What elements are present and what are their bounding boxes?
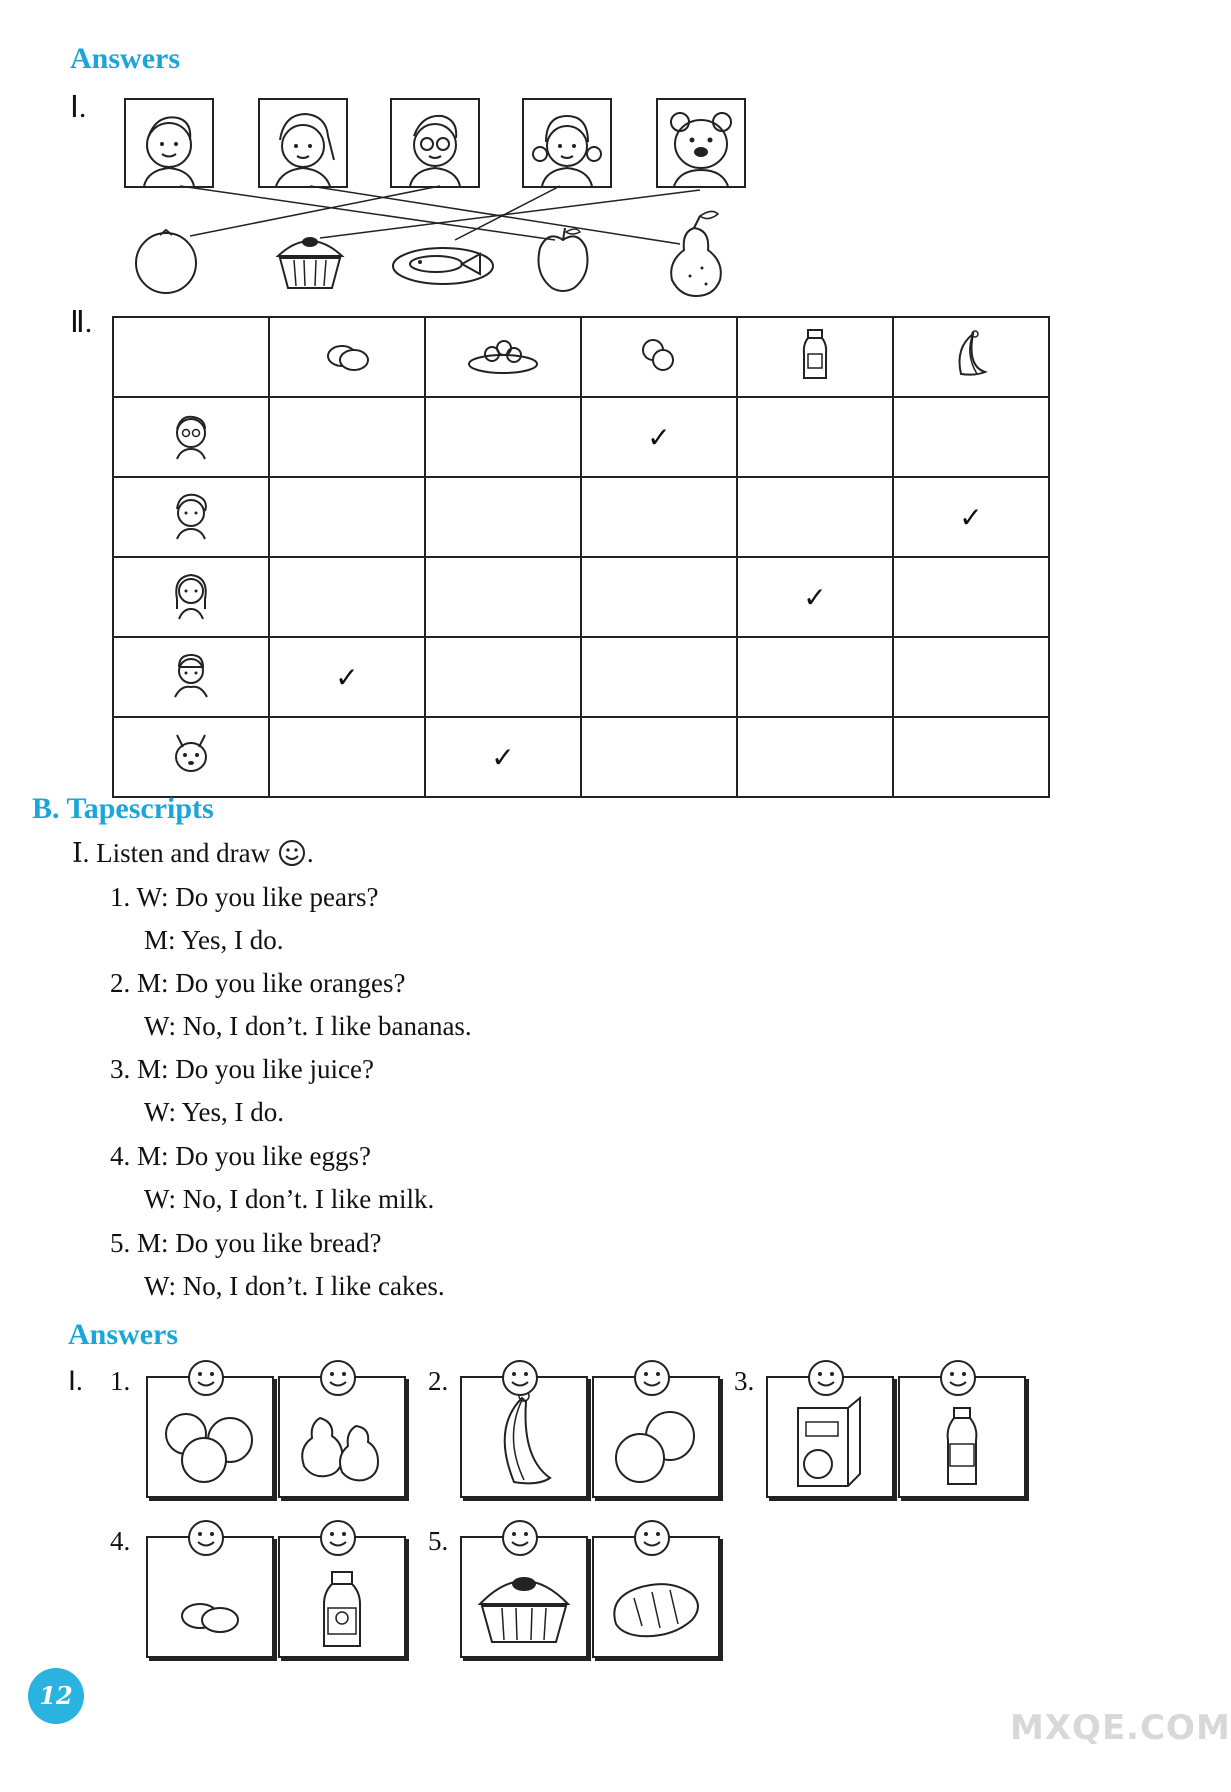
dialogue-2: 2. M: Do you like oranges? W: No, I don’t. I like bananas. <box>110 968 472 1041</box>
dialogue-number: 5. <box>110 1228 131 1258</box>
instruction-end: . <box>306 838 314 868</box>
part-1-label: Ⅰ. <box>70 91 87 124</box>
column-milk <box>737 317 893 397</box>
smiley-icon <box>186 1518 226 1558</box>
row-girl-bangs <box>113 637 269 717</box>
cell <box>425 397 581 477</box>
speaker: M <box>137 1054 162 1084</box>
speaker: W <box>144 1271 169 1301</box>
squirrel-icon <box>169 729 213 779</box>
column-fruit-plate <box>425 317 581 397</box>
smiley-icon <box>500 1518 540 1558</box>
row-boy-curly <box>113 477 269 557</box>
group-number: 4. <box>110 1526 131 1556</box>
dialogue-number: 3. <box>110 1054 131 1084</box>
preference-table <box>112 316 1050 798</box>
utterance: Do you like oranges? <box>175 968 406 998</box>
answers-heading: Answers <box>70 42 180 75</box>
match-line <box>310 186 680 244</box>
cell <box>269 477 425 557</box>
tapescripts-heading: B. Tapescripts <box>32 792 214 825</box>
row-squirrel <box>113 717 269 797</box>
cell <box>737 717 893 797</box>
apple-icon <box>532 224 594 296</box>
cell <box>893 717 1049 797</box>
cell <box>581 477 737 557</box>
smiley-icon <box>632 1518 672 1558</box>
speaker: W <box>136 882 161 912</box>
pear-icon <box>660 206 732 298</box>
utterance: Do you like eggs? <box>175 1141 371 1171</box>
group-number: 1. <box>110 1366 131 1396</box>
table-row <box>113 397 1049 477</box>
orange-icon <box>128 226 204 296</box>
cell <box>425 637 581 717</box>
table-row <box>113 637 1049 717</box>
eggs-icon <box>322 336 372 372</box>
dialogue-4: 4. M: Do you like eggs? W: No, I don’t. I like milk. <box>110 1141 435 1214</box>
group-number: 5. <box>428 1526 449 1556</box>
milk-bottle-icon <box>800 326 830 382</box>
check-mark: ✓ <box>269 637 425 717</box>
cell <box>425 557 581 637</box>
cell <box>269 557 425 637</box>
speaker: W <box>144 1184 169 1214</box>
cell <box>425 477 581 557</box>
check-mark: ✓ <box>893 477 1049 557</box>
check-mark: ✓ <box>425 717 581 797</box>
smiley-icon <box>186 1358 226 1398</box>
dialogue-1: 1. W: Do you like pears? M: Yes, I do. <box>110 882 379 955</box>
speaker: M <box>137 968 162 998</box>
utterance: Do you like juice? <box>175 1054 374 1084</box>
check-mark: ✓ <box>737 557 893 637</box>
column-eggs <box>269 317 425 397</box>
check-mark: ✓ <box>581 397 737 477</box>
group-number: 3. <box>734 1366 755 1396</box>
part-2-label: Ⅱ. <box>70 306 93 339</box>
row-girl-long-hair <box>113 557 269 637</box>
dialogue-number: 2. <box>110 968 131 998</box>
smiley-icon <box>938 1358 978 1398</box>
table-header-row <box>113 317 1049 397</box>
boy-curly-icon <box>169 489 213 539</box>
smiley-icon <box>318 1358 358 1398</box>
speaker: M <box>137 1228 162 1258</box>
cake-icon <box>272 230 348 294</box>
utterance: Do you like bread? <box>175 1228 382 1258</box>
smiley-icon <box>277 838 307 868</box>
boy-glasses-icon <box>169 409 213 459</box>
dialogue-number: 4. <box>110 1141 131 1171</box>
group-number: 2. <box>428 1366 449 1396</box>
smiley-icon <box>500 1358 540 1398</box>
girl-bangs-icon <box>169 649 213 699</box>
smiley-icon <box>318 1518 358 1558</box>
cell <box>581 717 737 797</box>
smiley-icon <box>806 1358 846 1398</box>
table-row <box>113 477 1049 557</box>
dialogue-5: 5. M: Do you like bread? W: No, I don’t. I like cakes. <box>110 1228 445 1301</box>
page-number: 12 <box>28 1668 84 1724</box>
table-row <box>113 717 1049 797</box>
answers-part-label: Ⅰ. <box>68 1366 83 1396</box>
speaker: W <box>144 1097 169 1127</box>
speaker: M <box>144 925 169 955</box>
cell <box>269 717 425 797</box>
utterance: No, I don’t. I like milk. <box>182 1184 435 1214</box>
cell <box>581 637 737 717</box>
speaker: W <box>144 1011 169 1041</box>
utterance: Yes, I do. <box>181 1097 285 1127</box>
answers-heading-2: Answers <box>68 1318 178 1351</box>
utterance: Yes, I do. <box>181 925 284 955</box>
fruit-plate-icon <box>466 332 540 376</box>
watermark: MXQE.COM <box>1010 1708 1231 1748</box>
cell <box>893 397 1049 477</box>
instruction-label: Ⅰ. Listen and draw <box>72 838 271 868</box>
cell <box>893 637 1049 717</box>
smiley-icon <box>632 1358 672 1398</box>
cell <box>893 557 1049 637</box>
instruction <box>72 838 314 869</box>
column-bananas <box>893 317 1049 397</box>
dialogue-3: 3. M: Do you like juice? W: Yes, I do. <box>110 1054 374 1127</box>
table-row <box>113 557 1049 637</box>
column-oranges <box>581 317 737 397</box>
row-boy-glasses <box>113 397 269 477</box>
cell <box>269 397 425 477</box>
bananas-icon <box>951 328 991 380</box>
cell <box>737 477 893 557</box>
utterance: No, I don’t. I like cakes. <box>182 1271 445 1301</box>
header-empty-cell <box>113 317 269 397</box>
cell <box>737 637 893 717</box>
girl-long-hair-icon <box>169 569 213 619</box>
cell <box>581 557 737 637</box>
cell <box>737 397 893 477</box>
oranges-icon <box>637 334 681 374</box>
fish-on-plate-icon <box>390 240 496 290</box>
utterance: No, I don’t. I like bananas. <box>182 1011 472 1041</box>
speaker: M <box>137 1141 162 1171</box>
dialogue-number: 1. <box>110 882 131 912</box>
utterance: Do you like pears? <box>175 882 379 912</box>
